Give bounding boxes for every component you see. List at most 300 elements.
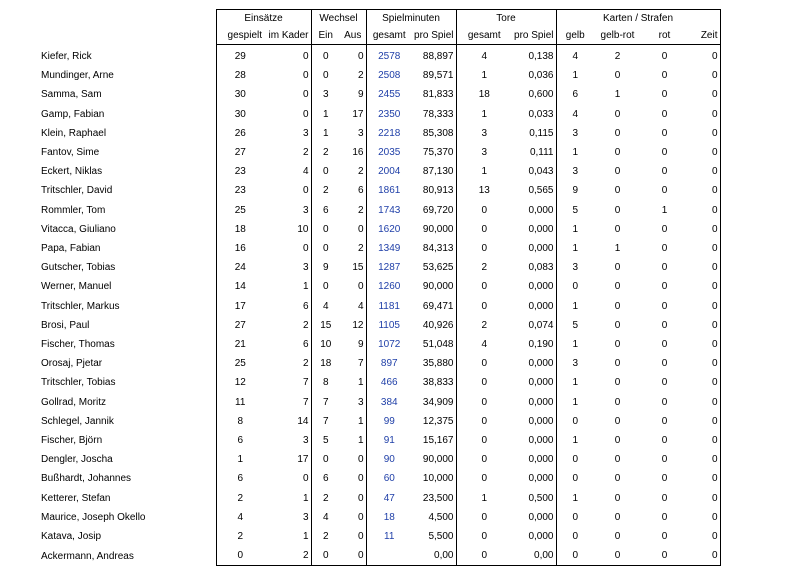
games-played-cell: 28: [216, 66, 264, 85]
in-squad-cell: 6: [302, 300, 309, 312]
yellow-cards-cell: 1: [556, 373, 594, 392]
subbed-in-cell: 0: [311, 450, 340, 469]
subbed-out-cell: 9: [357, 339, 364, 351]
goals-per-game-cell: 0,000: [528, 358, 554, 370]
minutes-total-cell: 2455: [366, 85, 412, 104]
table-row: [36, 489, 720, 508]
player-name-cell: Klein, Raphael: [41, 127, 107, 139]
header-blank: [36, 10, 216, 28]
red-cards-cell: 0: [661, 415, 668, 427]
time-penalties-cell: 0: [688, 469, 720, 488]
table-row: [36, 469, 720, 488]
table-row: [36, 85, 720, 104]
games-played-cell: 23: [216, 162, 264, 181]
minutes-total-cell: 11: [366, 527, 412, 546]
minutes-total-cell: [366, 546, 412, 566]
table-row: [36, 373, 720, 392]
goals-per-game-cell: 0,00: [512, 546, 556, 566]
group-wechsel: Wechsel: [311, 10, 366, 28]
in-squad-cell: 0: [302, 89, 309, 101]
player-name-cell: Bußhardt, Johannes: [41, 473, 132, 485]
goals-total-cell: 0: [456, 469, 512, 488]
in-squad-cell: 2: [302, 358, 309, 370]
col-goals-total: gesamt: [456, 27, 512, 45]
minutes-total-cell: 1072: [366, 335, 412, 354]
time-penalties-cell: 0: [688, 412, 720, 431]
in-squad-cell: 0: [302, 473, 309, 485]
goals-total-cell: 0: [456, 393, 512, 412]
yellow-red-cards-cell: 0: [614, 358, 621, 370]
goals-per-game-cell: 0,000: [528, 473, 554, 485]
minutes-total-cell: 1287: [366, 258, 412, 277]
goals-total-cell: 0: [456, 354, 512, 373]
subbed-out-cell: 0: [357, 454, 364, 466]
table-row: [36, 258, 720, 277]
goals-per-game-cell: 0,036: [528, 70, 554, 82]
minutes-total-cell: 2578: [366, 45, 412, 67]
subbed-out-cell: 0: [357, 223, 364, 235]
yellow-red-cards-cell: 1: [614, 89, 621, 101]
goals-total-cell: 1: [456, 489, 512, 508]
yellow-cards-cell: 0: [556, 412, 594, 431]
yellow-red-cards-cell: 0: [614, 492, 621, 504]
time-penalties-cell: 0: [688, 297, 720, 316]
games-played-cell: 30: [216, 85, 264, 104]
red-cards-cell: 0: [661, 51, 668, 62]
table-body: [36, 45, 720, 566]
subbed-out-cell: 2: [357, 166, 364, 178]
subbed-in-cell: 0: [311, 546, 340, 566]
minutes-total-cell: 1861: [366, 181, 412, 200]
minutes-per-game-cell: 90,000: [422, 223, 454, 235]
games-played-cell: 8: [216, 412, 264, 431]
in-squad-cell: 14: [297, 415, 309, 427]
minutes-per-game-cell: 87,130: [422, 166, 454, 178]
goals-total-cell: 0: [456, 373, 512, 392]
table-row: [36, 66, 720, 85]
yellow-red-cards-cell: 0: [614, 377, 621, 389]
table-row: [36, 508, 720, 527]
time-penalties-cell: 0: [688, 277, 720, 296]
subbed-out-cell: 0: [357, 281, 364, 293]
yellow-cards-cell: 1: [556, 220, 594, 239]
player-name-cell: Fischer, Björn: [41, 435, 103, 447]
yellow-cards-cell: 4: [556, 105, 594, 124]
subbed-in-cell: 2: [311, 527, 340, 546]
in-squad-cell: 6: [302, 339, 309, 351]
goals-total-cell: 1: [456, 105, 512, 124]
time-penalties-cell: 0: [688, 258, 720, 277]
time-penalties-cell: 0: [688, 143, 720, 162]
minutes-total-cell: 1181: [366, 297, 412, 316]
col-minutes-total: gesamt: [366, 27, 412, 45]
in-squad-cell: 7: [302, 396, 309, 408]
yellow-cards-cell: 0: [556, 508, 594, 527]
subbed-out-cell: 3: [357, 396, 364, 408]
minutes-per-game-cell: 34,909: [422, 396, 454, 408]
time-penalties-cell: 0: [688, 489, 720, 508]
in-squad-cell: 10: [297, 223, 309, 235]
minutes-per-game-cell: 51,048: [422, 339, 454, 351]
player-name-cell: Mundinger, Arne: [41, 70, 114, 82]
time-penalties-cell: 0: [688, 335, 720, 354]
player-name-cell: Eckert, Niklas: [41, 166, 103, 178]
subbed-out-cell: 16: [352, 147, 364, 159]
subbed-in-cell: 7: [311, 412, 340, 431]
time-penalties-cell: 0: [688, 162, 720, 181]
minutes-per-game-cell: 88,897: [422, 51, 454, 62]
minutes-total-cell: 47: [366, 489, 412, 508]
time-penalties-cell: 0: [688, 431, 720, 450]
yellow-cards-cell: 3: [556, 124, 594, 143]
subbed-out-cell: 17: [352, 108, 364, 120]
subbed-in-cell: 5: [311, 431, 340, 450]
minutes-per-game-cell: 75,370: [422, 147, 454, 159]
minutes-total-cell: 1620: [366, 220, 412, 239]
minutes-total-cell: 90: [366, 450, 412, 469]
time-penalties-cell: 0: [688, 220, 720, 239]
yellow-cards-cell: 3: [556, 258, 594, 277]
yellow-cards-cell: 1: [556, 297, 594, 316]
minutes-per-game-cell: 78,333: [422, 108, 454, 120]
goals-per-game-cell: 0,033: [528, 108, 554, 120]
minutes-per-game-cell: 69,471: [422, 300, 454, 312]
col-gelb-rot: gelb-rot: [594, 27, 641, 45]
minutes-per-game-cell: 38,833: [422, 377, 454, 389]
red-cards-cell: 0: [661, 473, 668, 485]
goals-total-cell: 0: [456, 546, 512, 566]
goals-per-game-cell: 0,000: [528, 243, 554, 255]
subbed-out-cell: 0: [340, 546, 366, 566]
subbed-out-cell: 2: [357, 70, 364, 82]
player-name-cell: Vitacca, Giuliano: [41, 223, 116, 235]
time-penalties-cell: 0: [688, 373, 720, 392]
subbed-in-cell: 1: [311, 105, 340, 124]
yellow-red-cards-cell: 0: [614, 531, 621, 543]
player-name-cell: Papa, Fabian: [41, 243, 101, 255]
in-squad-cell: 1: [302, 531, 309, 543]
time-penalties-cell: 0: [688, 239, 720, 258]
yellow-cards-cell: 0: [556, 450, 594, 469]
subbed-out-cell: 4: [357, 300, 364, 312]
subbed-in-cell: 0: [311, 66, 340, 85]
games-played-cell: 6: [216, 469, 264, 488]
table-row: [36, 546, 720, 566]
in-squad-cell: 3: [302, 262, 309, 274]
time-penalties-cell: 0: [688, 201, 720, 220]
yellow-cards-cell: 1: [556, 239, 594, 258]
subbed-out-cell: 1: [357, 415, 364, 427]
yellow-red-cards-cell: 0: [614, 204, 621, 216]
minutes-per-game-cell: 35,880: [422, 358, 454, 370]
subbed-in-cell: 15: [311, 316, 340, 335]
table-row: [36, 316, 720, 335]
subbed-in-cell: 1: [311, 124, 340, 143]
table-row: [36, 527, 720, 546]
red-cards-cell: 0: [661, 108, 668, 120]
goals-total-cell: 0: [456, 277, 512, 296]
games-played-cell: 14: [216, 277, 264, 296]
games-played-cell: 16: [216, 239, 264, 258]
minutes-per-game-cell: 85,308: [422, 127, 454, 139]
red-cards-cell: 0: [661, 185, 668, 197]
minutes-total-cell: 99: [366, 412, 412, 431]
yellow-red-cards-cell: 1: [614, 243, 621, 255]
subbed-out-cell: 15: [352, 262, 364, 274]
goals-per-game-cell: 0,074: [528, 319, 554, 331]
subbed-in-cell: 0: [311, 239, 340, 258]
goals-per-game-cell: 0,000: [528, 377, 554, 389]
in-squad-cell: 1: [302, 281, 309, 293]
player-name-cell: Werner, Manuel: [41, 281, 112, 293]
yellow-cards-cell: 0: [556, 546, 594, 566]
time-penalties-cell: 0: [688, 124, 720, 143]
games-played-cell: 18: [216, 220, 264, 239]
goals-per-game-cell: 0,000: [528, 204, 554, 216]
minutes-per-game-cell: 23,500: [422, 492, 454, 504]
yellow-red-cards-cell: 2: [614, 51, 621, 62]
minutes-per-game-cell: 15,167: [422, 435, 454, 447]
minutes-per-game-cell: 53,625: [422, 262, 454, 274]
group-tore: Tore: [456, 10, 556, 28]
games-played-cell: 30: [216, 105, 264, 124]
goals-per-game-cell: 0,000: [528, 454, 554, 466]
minutes-total-cell: 2004: [366, 162, 412, 181]
col-goals-per-game: pro Spiel: [512, 27, 556, 45]
table-row: [36, 105, 720, 124]
col-zeit: Zeit: [688, 27, 720, 45]
goals-per-game-cell: 0,000: [528, 223, 554, 235]
red-cards-cell: 0: [661, 70, 668, 82]
goals-total-cell: 0: [456, 412, 512, 431]
subbed-out-cell: 0: [357, 492, 364, 504]
player-name-cell: Gamp, Fabian: [41, 108, 105, 120]
red-cards-cell: 0: [661, 435, 668, 447]
group-einsaetze: Einsätze: [216, 10, 311, 28]
in-squad-cell: 2: [302, 147, 309, 159]
player-name-cell: Ackermann, Andreas: [41, 550, 134, 562]
games-played-cell: 1: [216, 450, 264, 469]
goals-total-cell: 13: [456, 181, 512, 200]
minutes-per-game-cell: 10,000: [422, 473, 454, 485]
games-played-cell: 17: [216, 297, 264, 316]
games-played-cell: 23: [216, 181, 264, 200]
group-karten: Karten / Strafen: [556, 10, 720, 28]
games-played-cell: 2: [216, 527, 264, 546]
yellow-red-cards-cell: 0: [614, 262, 621, 274]
player-name-cell: Fischer, Thomas: [41, 339, 115, 351]
player-name-cell: Schlegel, Jannik: [41, 415, 114, 427]
games-played-cell: 24: [216, 258, 264, 277]
yellow-red-cards-cell: 0: [614, 396, 621, 408]
minutes-per-game-cell: 69,720: [422, 204, 454, 216]
red-cards-cell: 0: [661, 147, 668, 159]
yellow-cards-cell: 1: [556, 335, 594, 354]
table-row: [36, 450, 720, 469]
goals-per-game-cell: 0,500: [528, 492, 554, 504]
goals-total-cell: 1: [456, 162, 512, 181]
subbed-in-cell: 4: [311, 508, 340, 527]
subbed-out-cell: 12: [352, 319, 364, 331]
subbed-out-cell: 0: [357, 511, 364, 523]
games-played-cell: 21: [216, 335, 264, 354]
red-cards-cell: 0: [641, 546, 688, 566]
red-cards-cell: 0: [661, 166, 668, 178]
goals-per-game-cell: 0,565: [528, 185, 554, 197]
minutes-per-game-cell: 5,500: [428, 531, 454, 543]
minutes-total-cell: 2350: [366, 105, 412, 124]
red-cards-cell: 0: [661, 127, 668, 139]
in-squad-cell: 17: [297, 454, 309, 466]
goals-per-game-cell: 0,000: [528, 300, 554, 312]
goals-per-game-cell: 0,138: [528, 51, 554, 62]
time-penalties-cell: 0: [688, 546, 720, 566]
subbed-in-cell: 0: [311, 220, 340, 239]
player-name-cell: Gutscher, Tobias: [41, 262, 116, 274]
minutes-per-game-cell: 90,000: [422, 281, 454, 293]
yellow-red-cards-cell: 0: [614, 454, 621, 466]
minutes-per-game-cell: 0,00: [412, 546, 456, 566]
time-penalties-cell: 0: [688, 85, 720, 104]
goals-total-cell: 0: [456, 450, 512, 469]
yellow-cards-cell: 1: [556, 393, 594, 412]
player-name-cell: Brosi, Paul: [41, 319, 90, 331]
subbed-out-cell: 3: [357, 127, 364, 139]
in-squad-cell: 0: [302, 70, 309, 82]
goals-total-cell: 2: [456, 258, 512, 277]
yellow-red-cards-cell: 0: [614, 435, 621, 447]
in-squad-cell: 1: [302, 492, 309, 504]
group-spielminuten: Spielminuten: [366, 10, 456, 28]
goals-total-cell: 0: [456, 201, 512, 220]
goals-total-cell: 0: [456, 431, 512, 450]
yellow-cards-cell: 3: [556, 354, 594, 373]
goals-total-cell: 2: [456, 316, 512, 335]
time-penalties-cell: 0: [688, 316, 720, 335]
yellow-red-cards-cell: 0: [614, 319, 621, 331]
col-gespielt: gespielt: [216, 27, 264, 45]
games-played-cell: 2: [216, 489, 264, 508]
goals-per-game-cell: 0,000: [528, 281, 554, 293]
in-squad-cell: 2: [264, 546, 311, 566]
table-row: [36, 393, 720, 412]
col-minutes-per-game: pro Spiel: [412, 27, 456, 45]
yellow-cards-cell: 1: [556, 143, 594, 162]
table-row: [36, 412, 720, 431]
games-played-cell: 11: [216, 393, 264, 412]
red-cards-cell: 0: [661, 339, 668, 351]
yellow-red-cards-cell: 0: [614, 185, 621, 197]
goals-per-game-cell: 0,115: [529, 127, 554, 139]
minutes-per-game-cell: 40,926: [422, 319, 454, 331]
subbed-out-cell: 2: [357, 204, 364, 216]
red-cards-cell: 0: [661, 300, 668, 312]
yellow-red-cards-cell: 0: [594, 546, 641, 566]
games-played-cell: 12: [216, 373, 264, 392]
goals-per-game-cell: 0,000: [528, 435, 554, 447]
minutes-total-cell: 1105: [366, 316, 412, 335]
yellow-cards-cell: 0: [556, 277, 594, 296]
yellow-red-cards-cell: 0: [614, 339, 621, 351]
subbed-in-cell: 0: [311, 277, 340, 296]
player-name-cell: Orosaj, Pjetar: [41, 358, 103, 370]
red-cards-cell: 0: [661, 243, 668, 255]
in-squad-cell: 0: [302, 108, 309, 120]
col-gelb: gelb: [556, 27, 594, 45]
yellow-red-cards-cell: 0: [614, 300, 621, 312]
table-row: [36, 124, 720, 143]
goals-total-cell: 1: [456, 66, 512, 85]
in-squad-cell: 0: [302, 185, 309, 197]
minutes-per-game-cell: 80,913: [422, 185, 454, 197]
table-row: [36, 354, 720, 373]
goals-per-game-cell: 0,083: [528, 262, 554, 274]
games-played-cell: 6: [216, 431, 264, 450]
subbed-in-cell: 18: [311, 354, 340, 373]
goals-total-cell: 0: [456, 297, 512, 316]
player-name-cell: Samma, Sam: [41, 89, 102, 101]
time-penalties-cell: 0: [688, 181, 720, 200]
goals-per-game-cell: 0,000: [528, 531, 554, 543]
col-aus: Aus: [340, 27, 366, 45]
yellow-red-cards-cell: 0: [614, 127, 621, 139]
games-played-cell: 26: [216, 124, 264, 143]
table-row: [36, 277, 720, 296]
minutes-total-cell: 2508: [366, 66, 412, 85]
subbed-in-cell: 4: [311, 297, 340, 316]
goals-total-cell: 4: [456, 335, 512, 354]
subbed-in-cell: 10: [311, 335, 340, 354]
yellow-red-cards-cell: 0: [614, 108, 621, 120]
yellow-cards-cell: 1: [556, 431, 594, 450]
games-played-cell: 4: [216, 508, 264, 527]
player-name-cell: Tritschler, Markus: [41, 300, 120, 312]
minutes-total-cell: 897: [366, 354, 412, 373]
time-penalties-cell: 0: [688, 527, 720, 546]
subbed-out-cell: 2: [357, 243, 364, 255]
in-squad-cell: 3: [302, 511, 309, 523]
player-name-cell: Rommler, Tom: [41, 204, 106, 216]
player-name-cell: Maurice, Joseph Okello: [41, 511, 146, 523]
red-cards-cell: 0: [661, 262, 668, 274]
subbed-in-cell: 0: [311, 162, 340, 181]
yellow-cards-cell: 5: [556, 316, 594, 335]
yellow-red-cards-cell: 0: [614, 147, 621, 159]
red-cards-cell: 0: [661, 511, 668, 523]
subbed-out-cell: 6: [357, 185, 364, 197]
subbed-in-cell: 3: [311, 85, 340, 104]
subbed-in-cell: 2: [311, 181, 340, 200]
time-penalties-cell: 0: [688, 393, 720, 412]
yellow-cards-cell: 0: [556, 527, 594, 546]
player-name-cell: Katava, Josip: [41, 531, 102, 543]
goals-per-game-cell: 0,600: [528, 89, 554, 101]
col-rot: rot: [641, 27, 688, 45]
table-row: [36, 162, 720, 181]
table-row: [36, 201, 720, 220]
minutes-total-cell: 384: [366, 393, 412, 412]
goals-total-cell: 0: [456, 220, 512, 239]
in-squad-cell: 3: [302, 435, 309, 447]
time-penalties-cell: 0: [688, 508, 720, 527]
subbed-out-cell: 0: [357, 531, 364, 543]
red-cards-cell: 0: [661, 319, 668, 331]
in-squad-cell: 0: [302, 243, 309, 255]
red-cards-cell: 0: [661, 89, 668, 101]
time-penalties-cell: 0: [688, 66, 720, 85]
yellow-cards-cell: 1: [556, 489, 594, 508]
subbed-in-cell: 8: [311, 373, 340, 392]
